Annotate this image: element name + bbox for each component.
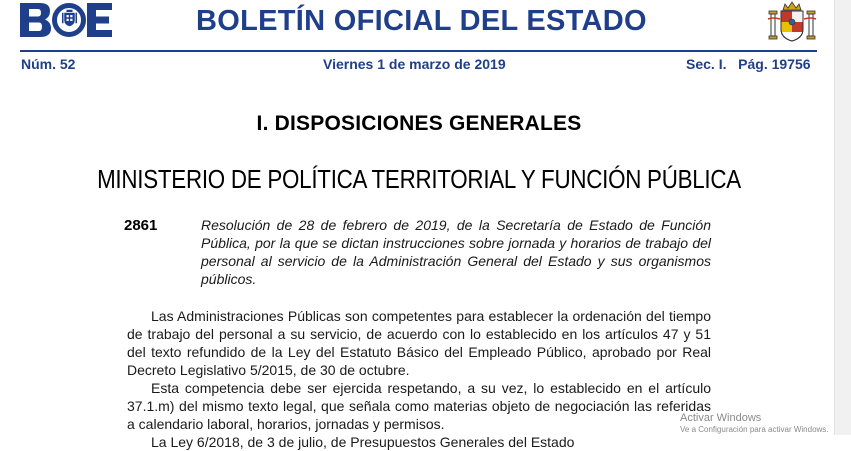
disposition-title: Resolución de 28 de febrero de 2019, de la Secretaría de Estado de Función Pública, por la que se dictan instrucciones sobre jornada y horarios de trabajo del personal al servicio de la Administración General del Estado y sus organismos públicos.	[201, 217, 711, 287]
ministry-heading: MINISTERIO DE POLÍTICA TERRITORIAL Y FUNCIÓN PÚBLICA	[97, 164, 741, 194]
body-paragraph: La Ley 6/2018, de 3 de julio, de Presupuestos Generales del Estado	[151, 434, 575, 450]
watermark-title: Activar Windows	[680, 412, 762, 424]
activation-watermark	[680, 412, 829, 434]
gazette-title: BOLETÍN OFICIAL DEL ESTADO	[196, 5, 647, 37]
body-paragraph: Las Administraciones Públicas son competentes para establecer la ordenación del tiempo de trabajo del personal a su servicio, de acuerdo con lo establecido en los artículos 47 y 51 del texto refundido de la Ley del Estatuto Básico del Empleado Público, aprobado por Real Decreto Legislativo 5/2015, de 30 de octubre.	[127, 308, 711, 378]
issue-number: Núm. 52	[21, 56, 76, 72]
header-rule	[20, 50, 817, 52]
disposition-number: 2861	[124, 217, 158, 234]
watermark-subtitle: Ve a Configuración para activar Windows.	[680, 425, 829, 434]
scrollbar-track[interactable]	[834, 0, 851, 435]
boe-logo-emblem	[62, 9, 77, 27]
body-paragraph: Esta competencia debe ser ejercida respetando, a su vez, lo establecido en el artículo 37.1.m) del mismo texto legal, que señala como materias objeto de negociación las referidas a calendario laboral, horarios, jornadas y permisos.	[127, 380, 711, 432]
section-page: Sec. I. Pág. 19756	[686, 56, 811, 72]
coat-of-arms-icon	[768, 2, 816, 42]
section-heading: I. DISPOSICIONES GENERALES	[256, 112, 582, 135]
issue-date: Viernes 1 de marzo de 2019	[323, 56, 506, 72]
